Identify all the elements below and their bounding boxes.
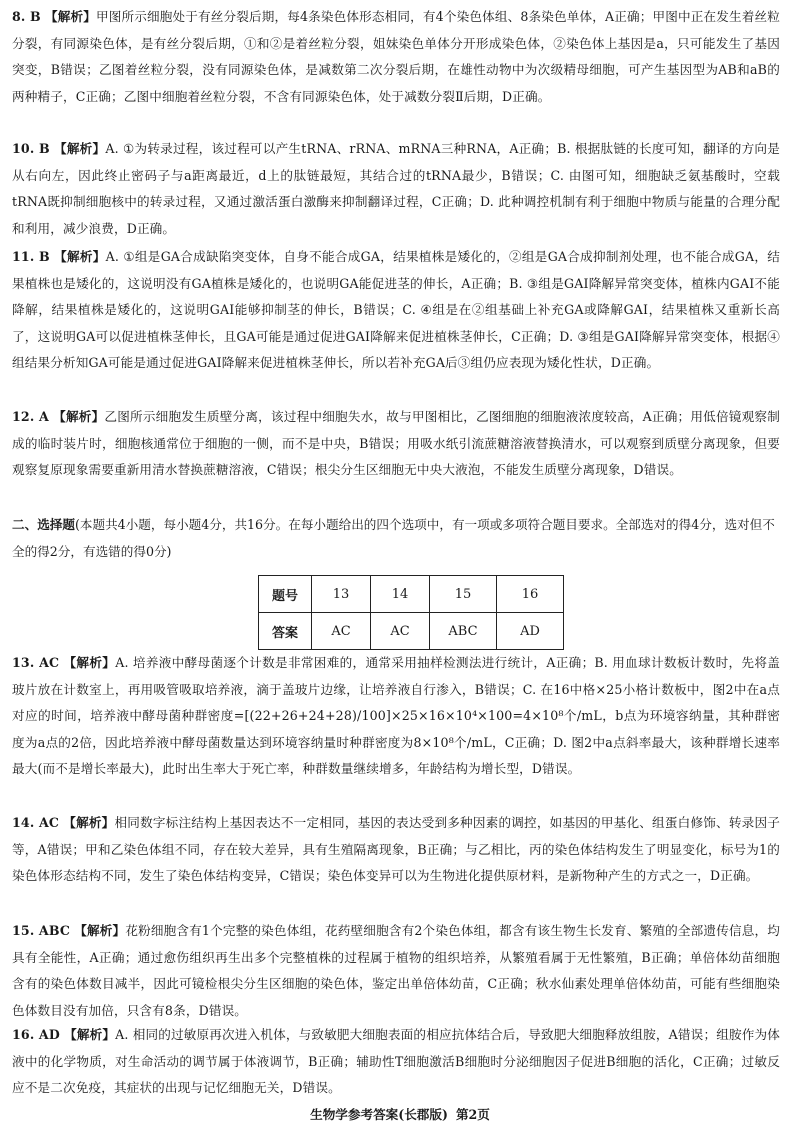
- answer-item-11: [12, 244, 780, 377]
- item-number: 15. ABC: [12, 923, 71, 938]
- answer-item-10: [12, 136, 780, 242]
- answer-item-16: [12, 1022, 780, 1102]
- item-number: 11. B: [12, 249, 50, 264]
- table-cell: 16: [497, 576, 564, 613]
- section-two-instructions: [12, 512, 780, 565]
- analysis-tag: 【解析】: [63, 655, 116, 670]
- answer-item-8: [12, 4, 780, 110]
- table-cell: 14: [371, 576, 430, 613]
- analysis-tag: 【解析】: [44, 9, 96, 24]
- item-explanation: 乙图所示细胞发生质壁分离，该过程中细胞失水，故与甲图相比，乙图细胞的细胞液浓度较高，A正确；用低倍镜观察制成的临时装片时，细胞核通常位于细胞的一侧，而不是中央，B错误；用吸水纸引流蔗糖溶液替换清水，可以观察到质壁分离现象，但要观察复原现象需要重新用清水替换蔗糖溶液，C错误；根尖分生区细胞无中央大液泡，不能发生质壁分离现象，D错误。: [12, 409, 780, 477]
- page-footer: [0, 1104, 800, 1123]
- table-cell: AC: [312, 613, 371, 650]
- item-explanation: A. 相同的过敏原再次进入机体，与致敏肥大细胞表面的相应抗体结合后，导致肥大细胞释放组胺，A错误；组胺作为体液中的化学物质，对生命活动的调节属于体液调节，B正确；辅助性T细胞激活B细胞时分泌细胞因子促进B细胞的活化，C正确；过敏反应不是二次免疫，其症状的出现与记忆细胞无关，D错误。: [12, 1027, 780, 1095]
- answer-table: [258, 575, 564, 650]
- analysis-tag: 【解析】: [74, 923, 126, 938]
- item-number: 14. AC: [12, 815, 60, 830]
- item-number: 12. A: [12, 409, 49, 424]
- table-row-numbers: [259, 576, 564, 613]
- analysis-tag: 【解析】: [63, 815, 115, 830]
- item-explanation: A. ①组是GA合成缺陷突变体，自身不能合成GA，结果植株是矮化的，②组是GA合成抑制剂处理，也不能合成GA，结果植株也是矮化的，这说明没有GA植株是矮化的，也说明GA能促进茎的伸长，A正确；B. ③组是GAI降解异常突变体，植株内GAI不能降解，结果植株是矮化的，这说明GAI能够抑制茎的伸长，B错误；C. ④组是在②组基础上补充GA或降解GAI，结果植株又重新长高了，这说明GA可以促进植株茎伸长，且GA可能是通过促进GAI降解来促进植株茎伸长，C正确；D. ③组是GAI降解异常突变体，根据④组结果分析知GA可能是通过促进GAI降解来促进植株茎伸长，所以若补充GA后③组仍应表现为矮化性状，D正确。: [12, 249, 780, 370]
- analysis-tag: 【解析】: [54, 141, 106, 156]
- item-explanation: 相同数字标注结构上基因表达不一定相同，基因的表达受到多种因素的调控，如基因的甲基化、组蛋白修饰、转录因子等，A错误；甲和乙染色体组不同，存在较大差异，具有生殖隔离现象，B正确；与乙相比，丙的染色体结构发生了明显变化，标号为1的染色体形态结构不同，发生了染色体结构变异，C错误；染色体变异可以为生物进化提供原材料，是新物种产生的方式之一，D正确。: [12, 815, 780, 883]
- table-header-question-no: 题号: [259, 576, 312, 613]
- table-cell: AD: [497, 613, 564, 650]
- answer-item-15: [12, 918, 780, 1024]
- item-number: 13. AC: [12, 655, 60, 670]
- analysis-tag: 【解析】: [64, 1027, 116, 1042]
- table-cell: AC: [371, 613, 430, 650]
- answer-item-13: [12, 650, 780, 783]
- item-explanation: 花粉细胞含有1个完整的染色体组，花药壁细胞含有2个染色体组，都含有该生物生长发育、繁殖的全部遗传信息，均具有全能性，A正确；通过愈伤组织再生出多个完整植株的过程属于植物的组织培养，从繁殖看属于无性繁殖，B正确；单倍体幼苗细胞含有的染色体数目减半，因此可镜检根尖分生区细胞的染色体，鉴定出单倍体幼苗，C正确；秋水仙素处理单倍体幼苗，可能有些细胞染色体数目没有加倍，只含有8条，D错误。: [12, 923, 780, 1018]
- table-cell: 13: [312, 576, 371, 613]
- table-cell: ABC: [430, 613, 497, 650]
- answer-item-12: [12, 404, 780, 484]
- table-cell: 15: [430, 576, 497, 613]
- item-number: 16. AD: [12, 1027, 60, 1042]
- section-title: 二、选择题: [12, 517, 75, 532]
- table-row-answers: [259, 613, 564, 650]
- item-explanation: A. ①为转录过程，该过程可以产生tRNA、rRNA、mRNA三种RNA，A正确；B. 根据肽链的长度可知，翻译的方向是从右向左，因此终止密码子与a距离最近，d上的肽链最短，其结合过的tRNA最少，B错误；C. 由图可知，细胞缺乏氨基酸时，空载tRNA既抑制细胞核中的转录过程，又通过激活蛋白激酶来抑制翻译过程，C正确；D. 此种调控机制有利于细胞中物质与能量的合理分配和利用，减少浪费，D正确。: [12, 141, 781, 236]
- item-number: 10. B: [12, 141, 50, 156]
- item-number: 8. B: [12, 9, 41, 24]
- item-explanation: A. 培养液中酵母菌逐个计数是非常困难的，通常采用抽样检测法进行统计，A正确；B. 用血球计数板计数时，先将盖玻片放在计数室上，再用吸管吸取培养液，滴于盖玻片边缘，让培养液自行渗入，B错误；C. 在16中格×25小格计数板中，图2中在a点对应的时间，培养液中酵母菌种群密度=[(22+26+24+28)/100]×25×16×10⁴×100=4×10⁸个/mL，b点为环境容纳量，其种群密度为a点的2倍，因此培养液中酵母菌数量达到环境容纳量时种群密度为8×10⁸个/mL，C正确；D. 图2中a点斜率最大，该种群增长速率最大(而不是增长率最大)，此时出生率大于死亡率，种群数量继续增多，年龄结构为增长型，D错误。: [12, 655, 780, 776]
- analysis-tag: 【解析】: [54, 249, 106, 264]
- footer-title: 生物学参考答案(长郡版): [310, 1107, 448, 1122]
- table-header-answer: 答案: [259, 613, 312, 650]
- page-number: 第2页: [455, 1107, 490, 1122]
- analysis-tag: 【解析】: [53, 409, 105, 424]
- answer-item-14: [12, 810, 780, 890]
- section-instructions: (本题共4小题，每小题4分，共16分。在每小题给出的四个选项中，有一项或多项符合题目要求。全部选对的得4分，选对但不全的得2分，有选错的得0分): [12, 517, 775, 559]
- item-explanation: 甲图所示细胞处于有丝分裂后期，每4条染色体形态相同，有4个染色体组、8条染色单体，A正确；甲图中正在发生着丝粒分裂，有同源染色体，是有丝分裂后期，①和②是着丝粒分裂，姐妹染色单体分开形成染色体，②染色体上基因是a，只可能发生了基因突变，B错误；乙图着丝粒分裂，没有同源染色体，是减数第二次分裂后期，在雄性动物中为次级精母细胞，可产生基因型为AB和aB的两种精子，C正确；乙图中细胞着丝粒分裂，不含有同源染色体，处于减数分裂Ⅱ后期，D正确。: [12, 9, 781, 104]
